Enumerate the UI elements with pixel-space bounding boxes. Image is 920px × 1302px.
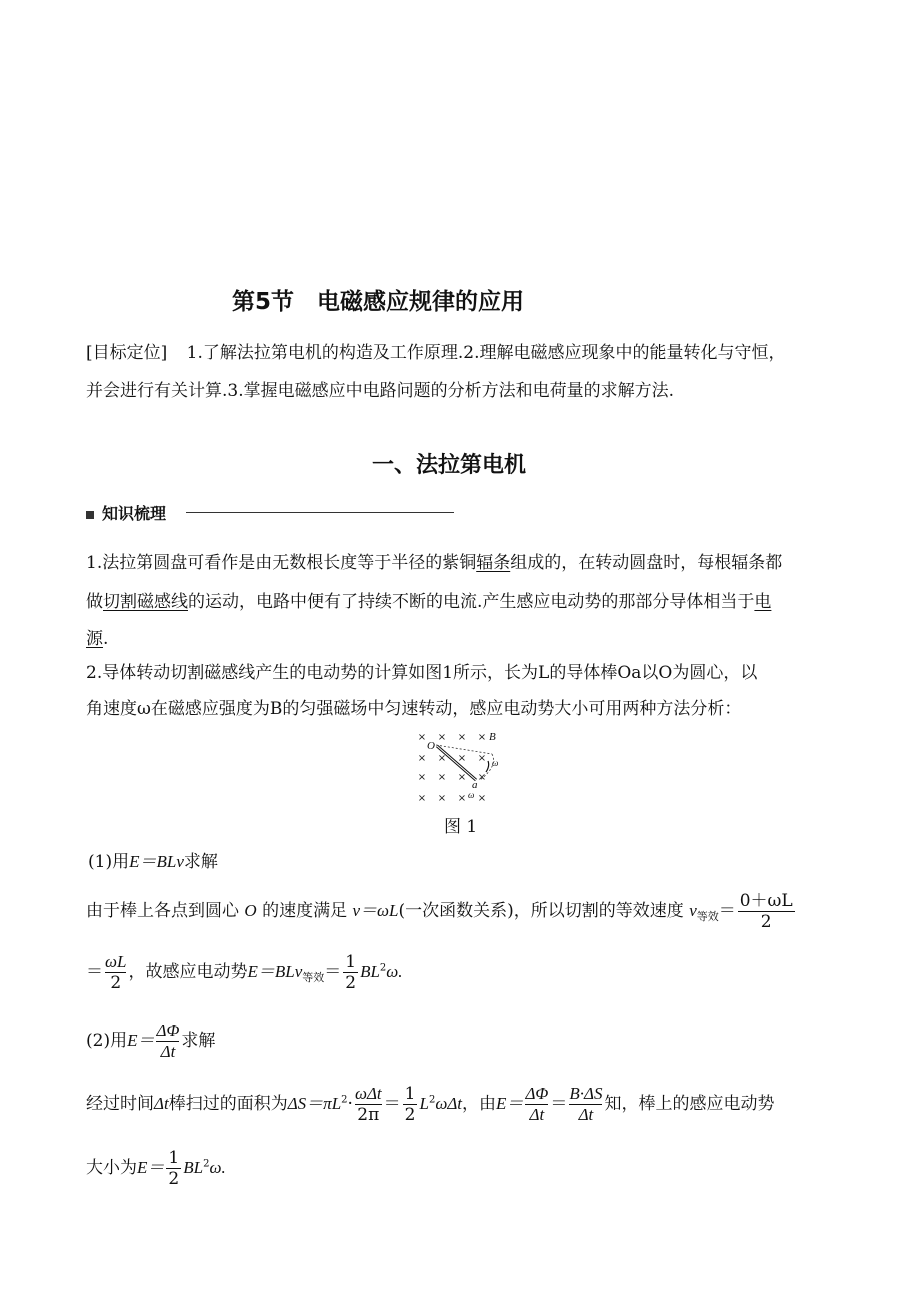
method-1-heading [88, 851, 218, 873]
field-cross: × [437, 753, 447, 764]
m1-BL: BL [360, 962, 380, 981]
frac2-num: ωL [105, 952, 127, 971]
subsection-rule [186, 512, 454, 513]
goals-label: [目标定位] [86, 343, 168, 363]
m2-odt: ωΔt [435, 1094, 463, 1113]
fraction-dphi-dt-2 [525, 1084, 548, 1125]
field-cross: × [437, 732, 447, 743]
m1-heading-eq: E＝BLv [129, 852, 184, 871]
paragraph-1-line-2 [86, 591, 771, 613]
omega-arrow-icon [486, 761, 489, 772]
m2-sq-2: 2 [428, 1094, 436, 1106]
m2-omega-end: ω. [209, 1158, 226, 1177]
m1-O: O [244, 901, 257, 920]
p1-text-e: . [103, 629, 109, 649]
m1-omega-end: ω. [386, 962, 403, 981]
fraction-1 [738, 891, 795, 932]
m2-half-num: 1 [404, 1084, 416, 1104]
field-cross: × [457, 793, 467, 804]
fraction-wdt-2pi [355, 1084, 382, 1125]
field-cross: × [417, 793, 427, 804]
blank-source-part2: 源 [86, 629, 103, 649]
m2-f4-num: B·ΔS [569, 1084, 603, 1103]
fraction-half-2 [403, 1084, 418, 1125]
m2-E-eq2: E＝ [496, 1094, 524, 1113]
p1-text-d: 的运动，电路中便有了持续不断的电流.产生感应电动势的那部分导体相当于 [188, 592, 755, 612]
m1-text1: 由于棒上各点到圆心 [86, 901, 239, 921]
m2-t2: 棒扫过的面积为 [168, 1094, 288, 1114]
m1-eq-sign-2: ＝ [86, 962, 103, 982]
method-2-line-1 [86, 1084, 774, 1125]
field-cross: × [417, 732, 427, 743]
m2-eq-2: ＝ [550, 1094, 568, 1114]
m2-half-den-2: 2 [168, 1169, 180, 1189]
m2-t3: ，由 [462, 1094, 497, 1114]
goals-line-1 [86, 342, 786, 364]
m2-eq: ＝ [383, 1094, 401, 1114]
m1-sub-equiv-2: 等效 [302, 971, 325, 984]
m2-dot: · [347, 1094, 353, 1114]
subsection-label: 知识梳理 [102, 504, 167, 523]
m1-eq1: v＝ωL [352, 901, 399, 920]
m2-sq: 2 [341, 1094, 348, 1106]
method-2-heading [86, 1021, 215, 1062]
subsection-heading [86, 501, 166, 524]
field-cross: × [457, 753, 467, 764]
figure-caption: 图 1 [444, 817, 478, 837]
half-num: 1 [345, 952, 357, 972]
half-den: 2 [345, 973, 357, 993]
m2-t1: 经过时间 [86, 1094, 154, 1114]
paragraph-1-line-1 [86, 552, 782, 574]
label-omega-bottom: ω [468, 790, 475, 800]
blank-source-part1: 电 [754, 592, 772, 612]
m2-f4-den: Δt [578, 1105, 594, 1124]
m1-eq-sign-3: ＝ [324, 962, 342, 982]
m2-heading-suffix: 求解 [181, 1031, 216, 1051]
fraction-dphi-dt [156, 1021, 179, 1062]
m2-t5: 大小为 [86, 1158, 137, 1178]
paragraph-2-line-1: 2.导体转动切割磁感线产生的电动势的计算如图1所示，长为L的导体棒Oa以O为圆心，以 [86, 663, 758, 683]
field-cross: × [477, 732, 487, 743]
field-cross: × [477, 793, 487, 804]
label-a: a [472, 779, 478, 791]
figure-1-diagram [410, 728, 510, 806]
frac1-den: 2 [760, 912, 772, 932]
p1-text-b: 组成的，在转动圆盘时，每根辐条都 [510, 553, 783, 573]
m2-dt: Δt [154, 1094, 169, 1113]
p1-text-a: 1.法拉第圆盘可看作是由无数根长度等于半径的紫铜 [86, 553, 477, 573]
p1-text-c: 做 [86, 592, 103, 612]
m1-v: v [689, 901, 697, 920]
field-cross: × [437, 793, 447, 804]
m2-f1-den: 2π [357, 1105, 380, 1125]
m2-BL: BL [183, 1158, 204, 1177]
m2-f1-num: ωΔt [354, 1084, 382, 1103]
field-cross: × [417, 753, 427, 764]
paragraph-1-line-3 [86, 628, 108, 650]
m1-sub-equiv: 等效 [696, 910, 719, 923]
m2-E-eq: E＝ [127, 1031, 155, 1050]
m1-sq: 2 [379, 962, 387, 974]
fraction-2 [105, 952, 126, 993]
m2-heading-prefix: (2)用 [86, 1031, 128, 1051]
fraction-half [343, 952, 358, 993]
m1-text3: (一次函数关系)，所以切割的等效速度 [398, 901, 684, 921]
page-title: 第5节 电磁感应规律的应用 [232, 289, 525, 315]
m2-L: L [419, 1094, 429, 1113]
label-B: B [489, 731, 496, 743]
paragraph-2-line-2: 角速度ω在磁感应强度为B的匀强磁场中匀速转动，感应电动势大小可用两种方法分析： [86, 699, 742, 719]
method-2-line-2 [86, 1148, 226, 1189]
field-cross: × [477, 772, 487, 783]
goals-line-2: 并会进行有关计算.3.掌握电磁感应中电路问题的分析方法和电荷量的求解方法. [86, 381, 675, 401]
m2-E-eq3: E＝ [137, 1158, 165, 1177]
field-cross: × [417, 772, 427, 783]
blank-cut-field-lines: 切割磁感线 [103, 592, 188, 612]
m2-dS: ΔS＝πL [287, 1094, 342, 1113]
fraction-bds-dt [569, 1084, 602, 1125]
m2-sq-3: 2 [203, 1158, 210, 1170]
frac1-num: 0＋ωL [739, 891, 793, 911]
field-cross: × [477, 753, 487, 764]
m2-half-den: 2 [404, 1105, 416, 1125]
field-cross: × [457, 732, 467, 743]
fraction-half-3 [166, 1148, 181, 1189]
frac2-den: 2 [110, 973, 122, 993]
m2-half-num-2: 1 [168, 1148, 180, 1168]
method-1-line-1 [86, 891, 797, 932]
label-O: O [427, 740, 435, 752]
goals-text-1: 1.了解法拉第电机的构造及工作原理.2.理解电磁感应现象中的能量转化与守恒， [186, 343, 786, 363]
m1-text2: 的速度满足 [262, 901, 348, 921]
m1-text4: ，故感应电动势 [128, 962, 248, 982]
m2-frac-den: Δt [160, 1042, 176, 1061]
section-heading: 一、法拉第电机 [372, 453, 527, 478]
m1-heading-prefix: (1)用 [88, 852, 130, 872]
method-1-line-2 [86, 952, 403, 993]
m2-t4: 知，棒上的感应电动势 [604, 1094, 775, 1114]
blank-spoke: 辐条 [476, 553, 511, 573]
m2-f3-den: Δt [529, 1105, 545, 1124]
m2-f3-num: ΔΦ [525, 1084, 549, 1103]
label-omega-side: ω [492, 758, 499, 768]
m1-heading-suffix: 求解 [183, 852, 218, 872]
m1-eq2: E＝BLv [247, 962, 303, 981]
field-cross: × [437, 772, 447, 783]
square-bullet-icon [86, 511, 94, 519]
field-cross: × [457, 772, 467, 783]
m2-frac-num: ΔΦ [156, 1021, 180, 1040]
m1-eq-sign: ＝ [718, 901, 736, 921]
